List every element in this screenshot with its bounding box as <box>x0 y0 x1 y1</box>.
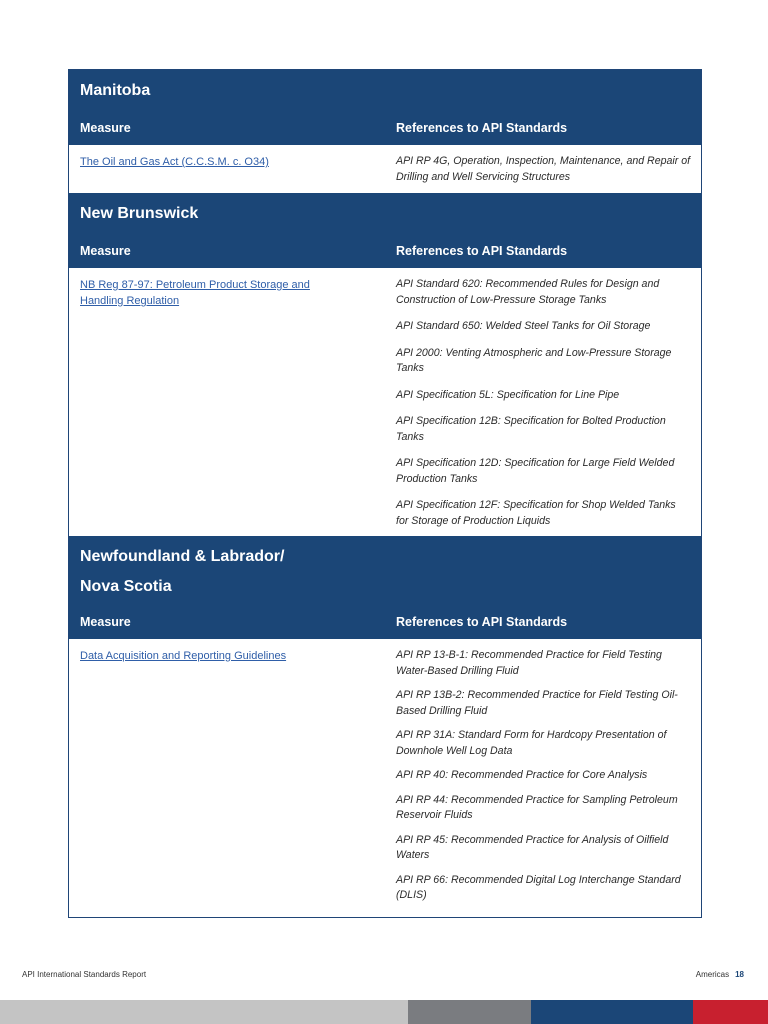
reference-item: API RP 44: Recommended Practice for Sampling Petroleum Reservoir Fluids <box>396 793 678 821</box>
section-title-newfoundland-nova-scotia <box>69 536 701 604</box>
footer-page-info <box>696 970 744 979</box>
measure-column-header: Measure <box>80 243 131 258</box>
reference-item: API RP 13B-2: Recommended Practice for Field Testing Oil-Based Drilling Fluid <box>396 689 678 717</box>
measure-link-new-brunswick[interactable]: NB Reg 87-97: Petroleum Product Storage and Handling Regulation <box>80 279 310 307</box>
reference-item: API 2000: Venting Atmospheric and Low-Pressure Storage Tanks <box>396 346 672 374</box>
section-title-line: New Brunswick <box>80 205 199 222</box>
reference-item: API RP 13-B-1: Recommended Practice for Field Testing Water-Based Drilling Fluid <box>396 649 662 677</box>
reference-item: API RP 4G, Operation, Inspection, Maintenance, and Repair of Drilling and Well Servicing Structures <box>396 155 691 183</box>
footer-region: Americas <box>695 970 730 979</box>
measure-cell <box>69 639 386 914</box>
table-header-row <box>69 604 701 639</box>
reference-item: API RP 40: Recommended Practice for Core Analysis <box>396 769 648 781</box>
table-row <box>69 268 701 536</box>
section-title-line: Nova Scotia <box>80 578 172 595</box>
measure-link-manitoba[interactable]: The Oil and Gas Act (C.C.S.M. c. O34) <box>80 156 269 168</box>
measure-column-header: Measure <box>80 120 131 135</box>
section-title-line: Manitoba <box>80 82 151 99</box>
bottom-color-bar <box>0 1000 768 1024</box>
section-title-manitoba <box>69 70 701 110</box>
section-title-line: Newfoundland & Labrador/ <box>80 548 285 565</box>
references-cell <box>386 145 701 193</box>
references-cell <box>386 268 701 536</box>
reference-item: API RP 45: Recommended Practice for Analysis of Oilfield Waters <box>396 833 669 861</box>
references-column-header: References to API Standards <box>396 614 568 629</box>
reference-item: API Specification 12F: Specification for Shop Welded Tanks for Storage of Production Liquids <box>396 499 676 527</box>
table-header-row <box>69 110 701 145</box>
references-column-header: References to API Standards <box>396 243 568 258</box>
measure-link-data-acquisition[interactable]: Data Acquisition and Reporting Guidelines <box>80 650 287 662</box>
table-row <box>69 145 701 193</box>
bar-segment-navy <box>531 1000 693 1024</box>
page-number: 18 <box>735 970 744 979</box>
reference-item: API Standard 620: Recommended Rules for Design and Construction of Low-Pressure Storage Tanks <box>396 278 660 306</box>
references-column-header: References to API Standards <box>396 120 568 135</box>
reference-item: API RP 66: Recommended Digital Log Interchange Standard (DLIS) <box>396 873 681 901</box>
standards-table <box>68 69 702 918</box>
measure-cell <box>69 268 386 536</box>
bar-segment-light-gray <box>0 1000 408 1024</box>
footer-report-title: API International Standards Report <box>22 970 147 979</box>
reference-item: API Standard 650: Welded Steel Tanks for Oil Storage <box>396 320 651 332</box>
measure-column-header: Measure <box>80 614 131 629</box>
measure-cell <box>69 145 386 193</box>
bar-segment-dark-gray <box>408 1000 531 1024</box>
reference-item: API Specification 12D: Specification for Large Field Welded Production Tanks <box>396 457 675 485</box>
table-header-row <box>69 233 701 268</box>
reference-item: API Specification 12B: Specification for Bolted Production Tanks <box>396 415 666 443</box>
section-title-new-brunswick <box>69 193 701 233</box>
table-row <box>69 639 701 917</box>
reference-item: API RP 31A: Standard Form for Hardcopy Presentation of Downhole Well Log Data <box>396 729 667 757</box>
bar-segment-red <box>693 1000 768 1024</box>
references-cell <box>386 639 701 914</box>
reference-item: API Specification 5L: Specification for Line Pipe <box>396 388 620 401</box>
